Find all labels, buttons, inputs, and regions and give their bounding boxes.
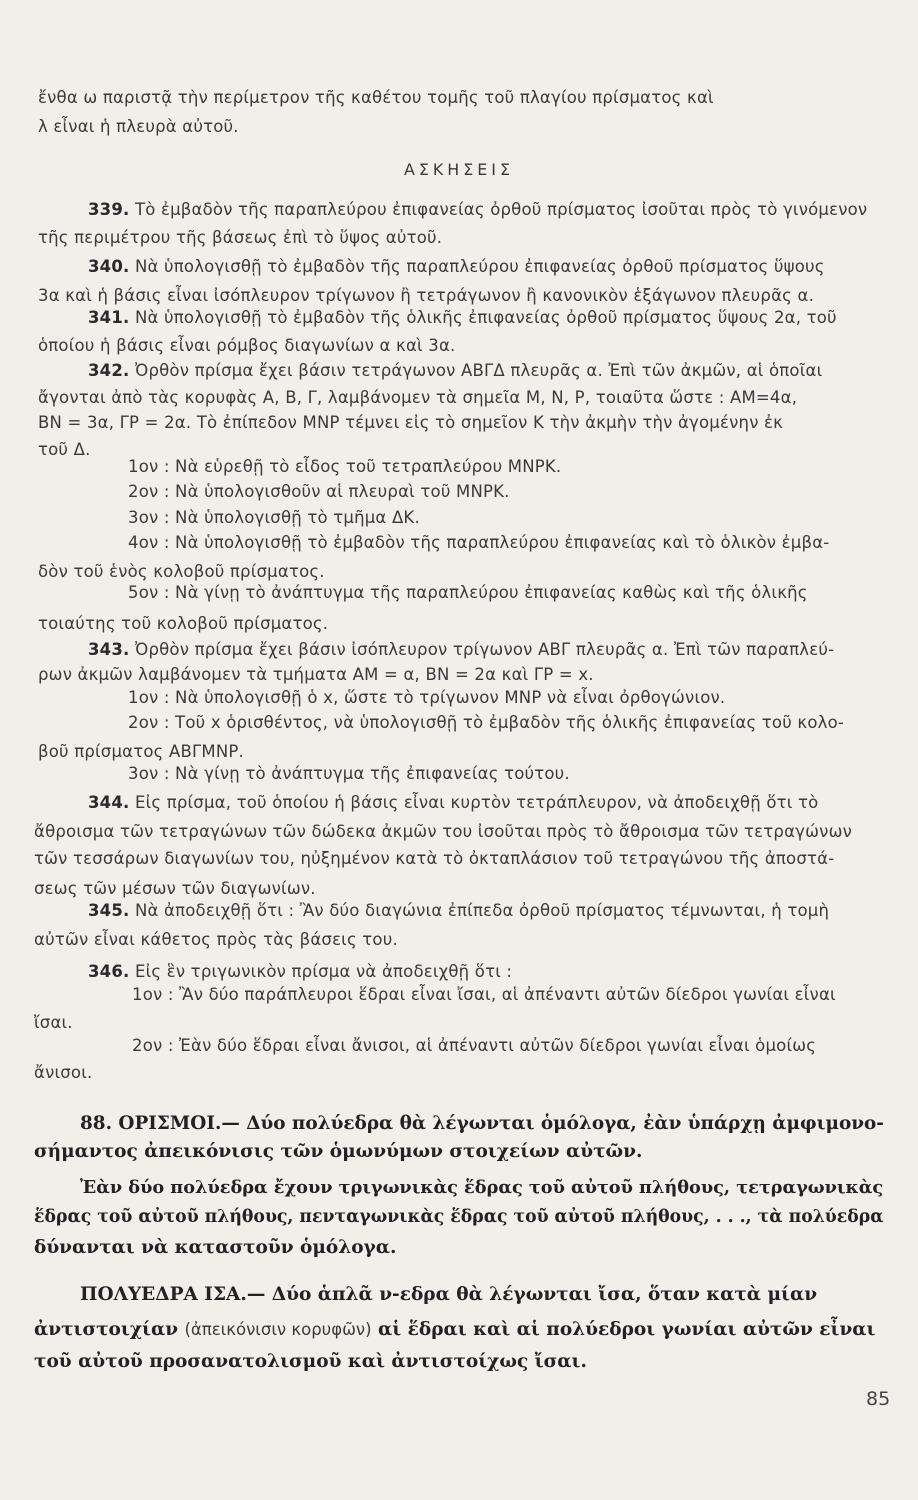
exercise-342-number: 342. xyxy=(88,361,130,380)
exercise-346-line-1: 346. Εἰς ἓν τριγωνικὸν πρίσμα νὰ ἀποδειχθῇ ὅτι : xyxy=(88,962,513,981)
exercise-342-part-1: 1ον : Νὰ εὑρεθῇ τὸ εἶδος τοῦ τετραπλεύρου ΜΝΡΚ. xyxy=(128,457,562,476)
exercise-344-line-1: 344. Εἰς πρίσμα, τοῦ ὁποίου ἡ βάσις εἶναι κυρτὸν τετράπλευρον, νὰ ἀποδειχθῇ ὅτι τὸ xyxy=(88,793,819,812)
exercise-340-number: 340. xyxy=(88,257,130,276)
section-88-heading: 88. ΟΡΙΣΜΟΙ.— xyxy=(80,1113,240,1134)
exercise-343-part-2-line-1: 2ον : Τοῦ x ὁρισθέντος, νὰ ὑπολογισθῇ τὸ ἐμβαδὸν τῆς ὁλικῆς ἐπιφανείας τοῦ κολο- xyxy=(128,713,845,732)
exercise-339-number: 339. xyxy=(88,200,130,219)
polyedra-isa-heading: ΠΟΛΥΕΔΡΑ ΙΣΑ.— xyxy=(80,1284,266,1305)
section-88-line-1: 88. ΟΡΙΣΜΟΙ.— Δύο πολύεδρα θὰ λέγωνται ὁμόλογα, ἐὰν ὑπάρχῃ ἀμφιμονο- xyxy=(80,1113,884,1134)
exercise-345-number: 345. xyxy=(88,901,130,920)
page-number: 85 xyxy=(866,1388,891,1410)
exercise-342-part-3: 3ον : Νὰ ὑπολογισθῇ τὸ τμῆμα ΔΚ. xyxy=(128,508,420,527)
polyedra-isa-parenthetical: (ἀπεικόνισιν κορυφῶν) xyxy=(184,1320,372,1339)
exercise-346-part-1-line-1: 1ον : Ἂν δύο παράπλευροι ἕδραι εἶναι ἴσαι, αἱ ἀπέναντι αὐτῶν δίεδροι γωνίαι εἶναι xyxy=(132,985,836,1004)
exercise-343-part-1: 1ον : Νὰ ὑπολογισθῇ ὁ x, ὥστε τὸ τρίγωνον ΜΝΡ νὰ εἶναι ὀρθογώνιον. xyxy=(128,688,726,707)
exercise-344-number: 344. xyxy=(88,793,130,812)
exercise-343-number: 343. xyxy=(88,640,130,659)
exercise-341-line-1: 341. Νὰ ὑπολογισθῇ τὸ ἐμβαδὸν τῆς ὁλικῆς ἐπιφανείας ὀρθοῦ πρίσματος ὕψους 2α, τοῦ xyxy=(88,308,837,327)
intro-line-1: ἔνθα ω παριστᾷ τὴν περίμετρον τῆς καθέτου τομῆς τοῦ πλαγίου πρίσματος καὶ xyxy=(38,88,714,107)
exercise-342-line-3: ΒΝ = 3α, ΓΡ = 2α. Τὸ ἐπίπεδον ΜΝΡ τέμνει εἰς τὸ σημεῖον Κ τὴν ἀκμὴν τὴν ἀγομένην ἐκ xyxy=(38,413,784,432)
exercise-345-line-1: 345. Νὰ ἀποδειχθῇ ὅτι : Ἂν δύο διαγώνια ἐπίπεδα ὀρθοῦ πρίσματος τέμνωνται, ἡ τομὴ xyxy=(88,901,830,920)
exercise-342-part-5-line-2: τοιαύτης τοῦ κολοβοῦ πρίσματος. xyxy=(38,614,329,633)
exercise-344-line-2: ἄθροισμα τῶν τετραγώνων τῶν δώδεκα ἀκμῶν του ἰσοῦται πρὸς τὸ ἄθροισμα τῶν τετραγώνων xyxy=(34,822,853,841)
exercise-345-line-2: αὐτῶν εἶναι κάθετος πρὸς τὰς βάσεις του. xyxy=(34,930,398,949)
exercise-339-line-2: τῆς περιμέτρου τῆς βάσεως ἐπὶ τὸ ὕψος αὐτοῦ. xyxy=(38,228,443,247)
exercise-343-line-1: 343. Ὀρθὸν πρίσμα ἔχει βάσιν ἰσόπλευρον τρίγωνον ΑΒΓ πλευρᾶς α. Ἐπὶ τῶν παραπλεύ- xyxy=(88,640,835,659)
exercise-342-line-1: 342. Ὀρθὸν πρίσμα ἔχει βάσιν τετράγωνον ΑΒΓΔ πλευρᾶς α. Ἐπὶ τῶν ἀκμῶν, αἱ ὁποῖαι xyxy=(88,361,823,380)
exercise-344-line-4: σεως τῶν μέσων τῶν διαγωνίων. xyxy=(34,879,316,898)
exercise-343-part-3: 3ον : Νὰ γίνῃ τὸ ἀνάπτυγμα τῆς ἐπιφανείας τούτου. xyxy=(128,764,570,783)
polyedra-isa-line-1: ΠΟΛΥΕΔΡΑ ΙΣΑ.— Δύο ἁπλᾶ ν-εδρα θὰ λέγωνται ἴσα, ὅταν κατὰ μίαν xyxy=(80,1284,818,1305)
exercises-heading: ΑΣΚΗΣΕΙΣ xyxy=(403,160,514,179)
exercise-342-part-4-line-1: 4ον : Νὰ ὑπολογισθῇ τὸ ἐμβαδὸν τῆς παραπλεύρου ἐπιφανείας καὶ τὸ ὁλικὸν ἐμβα- xyxy=(128,533,830,552)
section-88-paragraph-2-line-3: δύνανται νὰ καταστοῦν ὁμόλογα. xyxy=(34,1237,397,1258)
exercise-343-part-2-line-2: βοῦ πρίσματος ΑΒΓΜΝΡ. xyxy=(38,742,244,761)
exercise-346-number: 346. xyxy=(88,962,130,981)
exercise-341-number: 341. xyxy=(88,308,130,327)
polyedra-isa-line-2: ἀντιστοιχίαν (ἀπεικόνισιν κορυφῶν) αἱ ἕδραι καὶ αἱ πολύεδροι γωνίαι αὐτῶν εἶναι xyxy=(34,1319,876,1340)
exercise-346-part-1-line-2: ἴσαι. xyxy=(34,1013,73,1032)
exercise-344-line-3: τῶν τεσσάρων διαγωνίων του, ηὐξημένον κατὰ τὸ ὀκταπλάσιον τοῦ τετραγώνου τῆς ἀποστά- xyxy=(34,849,835,868)
exercise-339-line-1: 339. Τὸ ἐμβαδὸν τῆς παραπλεύρου ἐπιφανείας ὀρθοῦ πρίσματος ἰσοῦται πρὸς τὸ γινόμενον xyxy=(88,200,868,219)
exercise-340-line-1: 340. Νὰ ὑπολογισθῇ τὸ ἐμβαδὸν τῆς παραπλεύρου ἐπιφανείας ὀρθοῦ πρίσματος ὕψους xyxy=(88,257,825,276)
section-88-line-2: σήμαντος ἀπεικόνισις τῶν ὁμωνύμων στοιχείων αὐτῶν. xyxy=(34,1141,643,1162)
exercise-342-part-5-line-1: 5ον : Νὰ γίνῃ τὸ ἀνάπτυγμα τῆς παραπλεύρου ἐπιφανείας καθὼς καὶ τῆς ὁλικῆς xyxy=(128,583,808,602)
polyedra-isa-line-3: τοῦ αὐτοῦ προσανατολισμοῦ καὶ ἀντιστοίχως ἴσαι. xyxy=(34,1351,587,1372)
exercise-341-line-2: ὁποίου ἡ βάσις εἶναι ρόμβος διαγωνίων α καὶ 3α. xyxy=(38,336,456,355)
exercise-340-line-2: 3α καὶ ἡ βάσις εἶναι ἰσόπλευρον τρίγωνον ἢ τετράγωνον ἢ κανονικὸν ἑξάγωνον πλευρᾶς α. xyxy=(38,286,815,305)
exercise-342-line-4: τοῦ Δ. xyxy=(38,440,91,459)
intro-line-2: λ εἶναι ἡ πλευρὰ αὐτοῦ. xyxy=(38,117,239,136)
exercise-346-part-2-line-1: 2ον : Ἐὰν δύο ἕδραι εἶναι ἄνισοι, αἱ ἀπέναντι αὐτῶν δίεδροι γωνίαι εἶναι ὁμοίως xyxy=(132,1036,817,1055)
exercise-346-part-2-line-2: ἄνισοι. xyxy=(34,1063,93,1082)
exercise-343-line-2: ρων ἀκμῶν λαμβάνομεν τὰ τμήματα ΑΜ = α, ΒΝ = 2α καὶ ΓΡ = x. xyxy=(38,665,594,684)
exercise-342-part-2: 2ον : Νὰ ὑπολογισθοῦν αἱ πλευραὶ τοῦ ΜΝΡΚ. xyxy=(128,482,510,501)
exercise-342-line-2: ἄγονται ἀπὸ τὰς κορυφὰς Α, Β, Γ, λαμβάνομεν τὰ σημεῖα Μ, Ν, Ρ, τοιαῦτα ὥστε : ΑΜ=4α, xyxy=(38,388,798,407)
section-88-paragraph-2-line-2: ἕδρας τοῦ αὐτοῦ πλήθους, πενταγωνικὰς ἕδρας τοῦ αὐτοῦ πλήθους, . . ., τὰ πολύεδρα xyxy=(34,1207,884,1227)
exercise-342-part-4-line-2: δὸν τοῦ ἑνὸς κολοβοῦ πρίσματος. xyxy=(38,562,325,581)
section-88-paragraph-2-line-1: Ἐὰν δύο πολύεδρα ἔχουν τριγωνικὰς ἕδρας τοῦ αὐτοῦ πλήθους, τετραγωνικὰς xyxy=(80,1177,884,1198)
